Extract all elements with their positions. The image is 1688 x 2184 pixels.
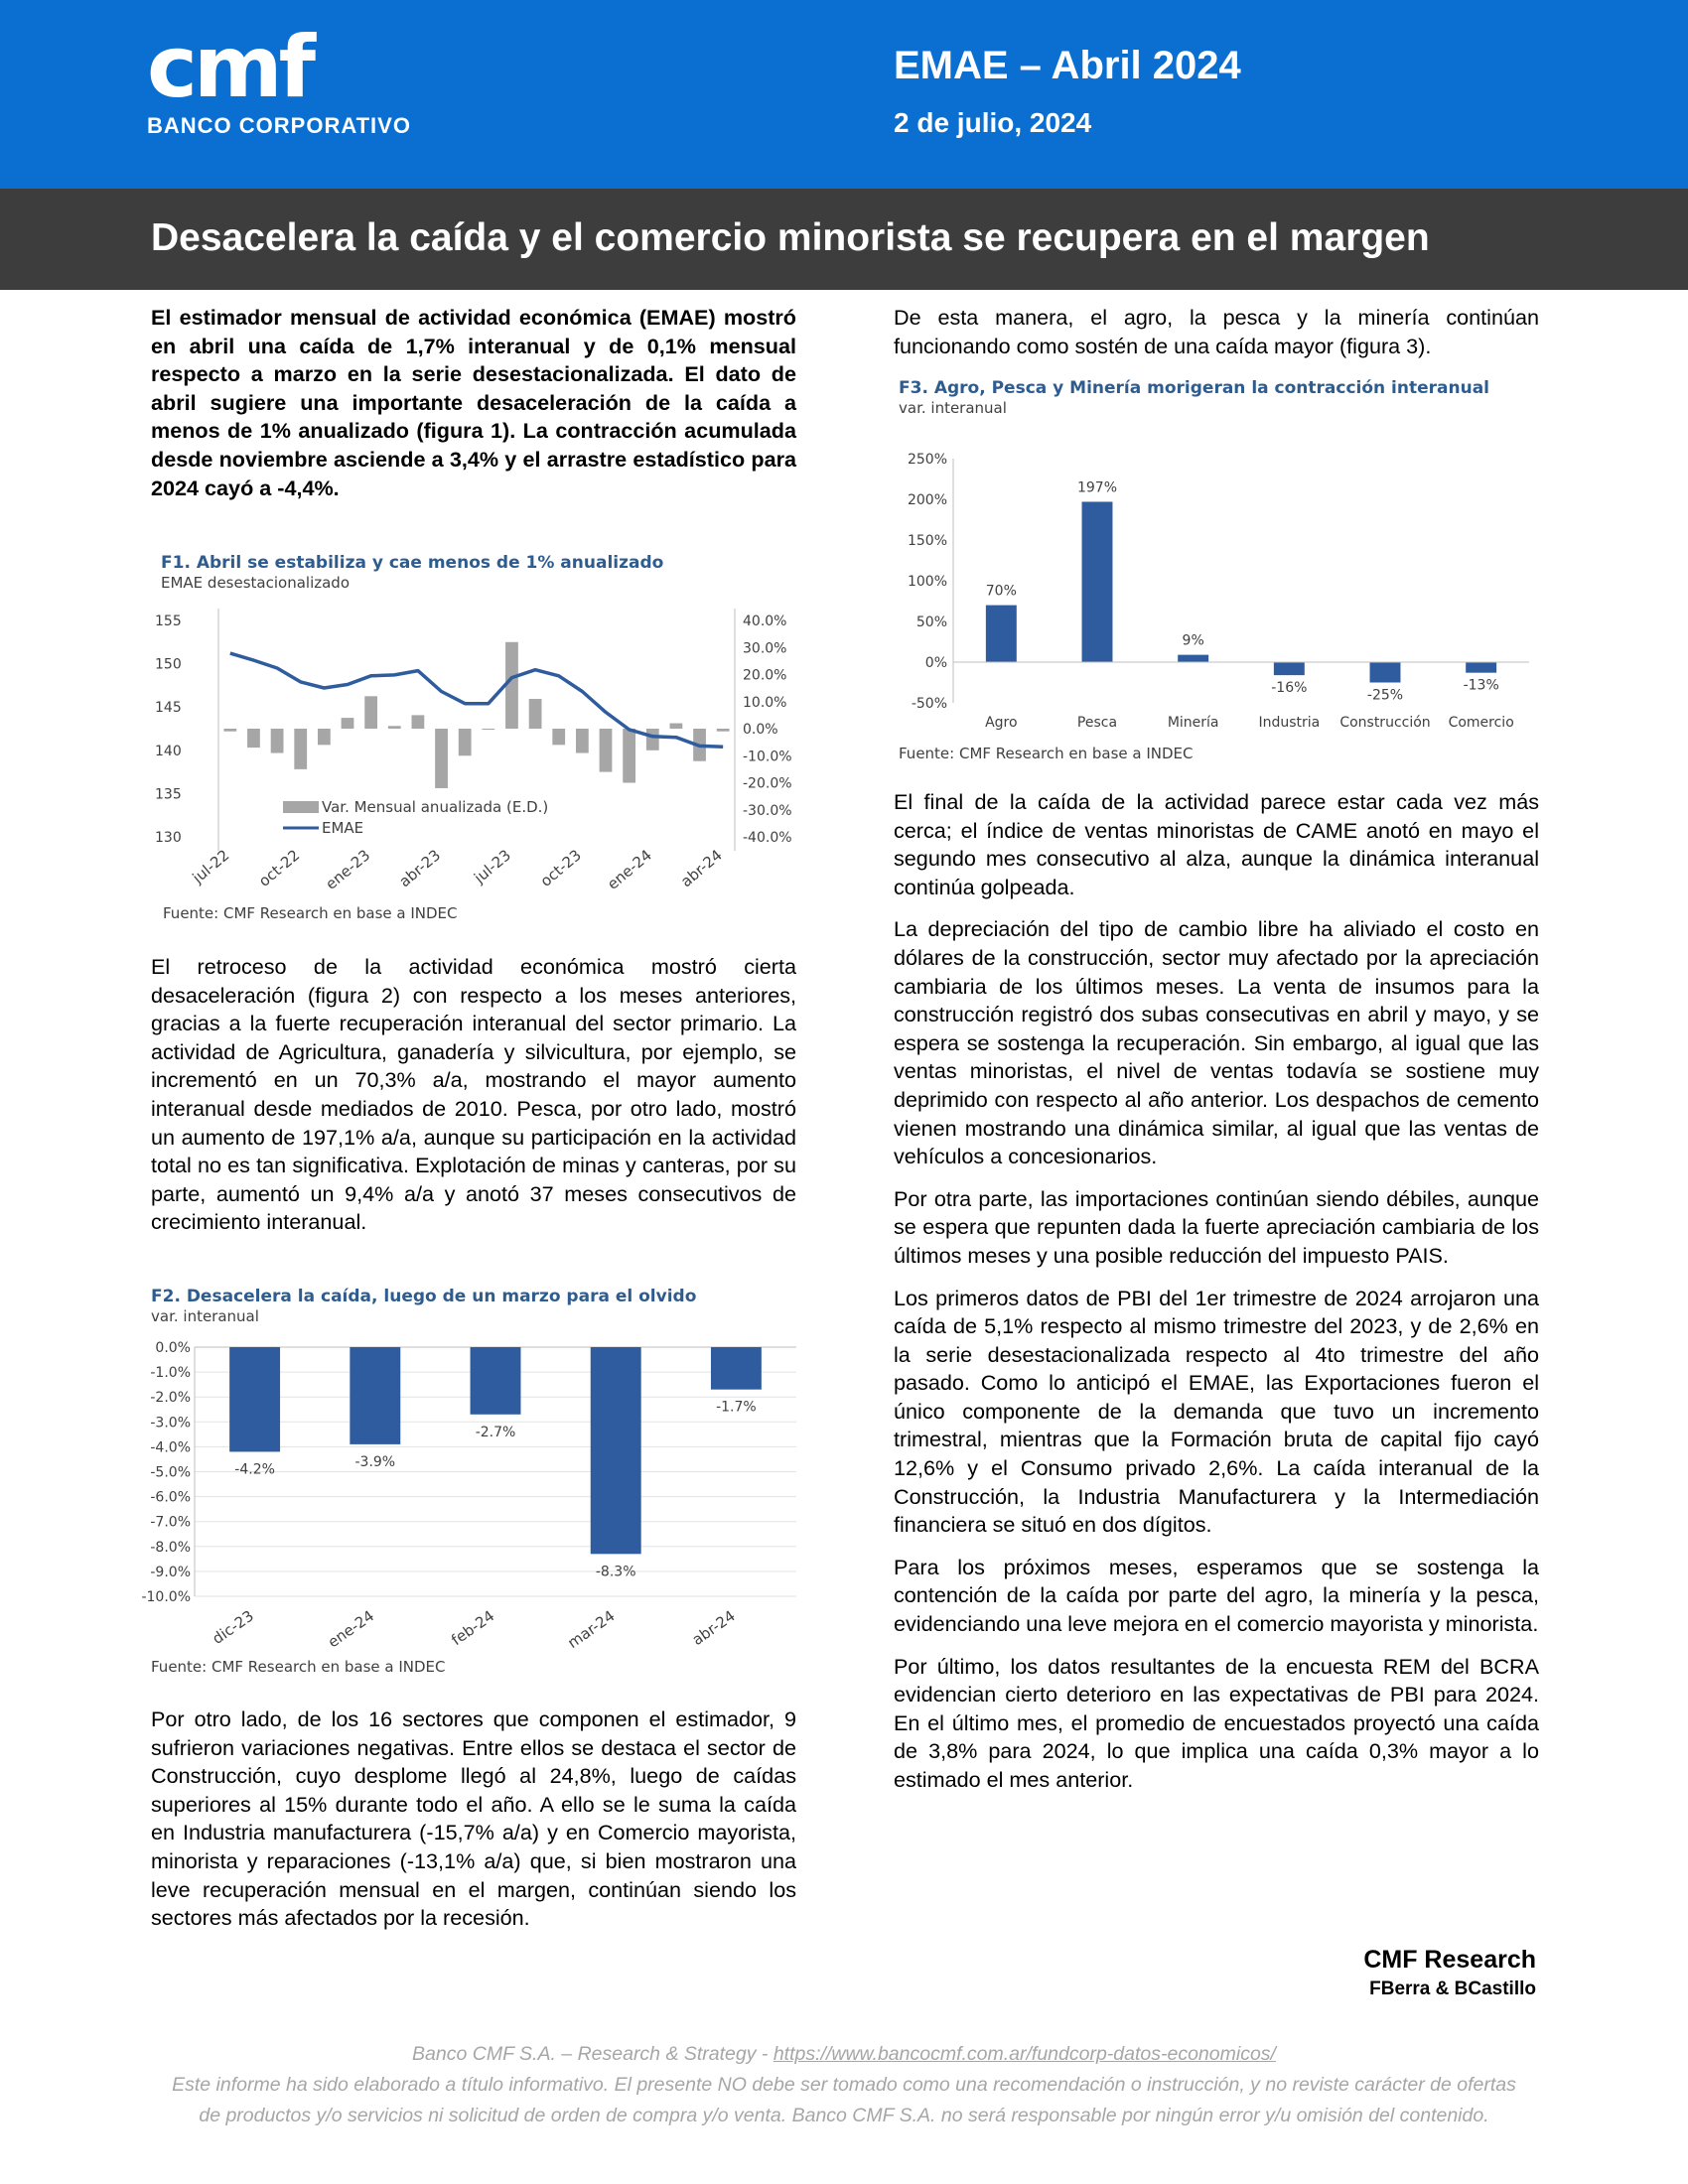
f2-bar xyxy=(350,1347,400,1444)
f3-y-tick: 150% xyxy=(907,533,947,549)
f1-bar xyxy=(342,718,354,729)
footer-disclaimer: Este informe ha sido elaborado a título informativo. El presente NO debe ser tomado como una recomendación o instrucción, y no reviste carácter de ofertas de productos y/o servicios ni solicitud de orden de compra y/o venta. Banco CMF S.A. no será responsable por ningún error y/u omisión del contenido. xyxy=(172,2074,1516,2126)
f1-bar xyxy=(294,729,307,769)
f3-bar xyxy=(1178,655,1208,662)
paragraph-came: El final de la caída de la actividad parece estar cada vez más cerca; el índice de ventas minoristas de CAME anotó en mayo el segundo mes consecutivo al alza, aunque la dinámica interanual continúa golpeada. xyxy=(894,789,1539,899)
f1-subtitle: EMAE desestacionalizado xyxy=(161,574,350,592)
f2-source: Fuente: CMF Research en base a INDEC xyxy=(151,1658,446,1676)
f1-right-tick: -30.0% xyxy=(743,802,792,819)
f2-bar xyxy=(471,1347,521,1415)
f2-x-tick: dic-23 xyxy=(209,1606,257,1648)
f1-legend xyxy=(283,798,548,837)
left-column-top xyxy=(151,304,796,516)
f2-x-tick: mar-24 xyxy=(564,1606,619,1652)
figure-2 xyxy=(139,1273,814,1690)
f3-x-tick: Agro xyxy=(985,715,1018,731)
f1-left-tick: 135 xyxy=(155,786,182,803)
right-column-body xyxy=(894,788,1539,1809)
f1-bar xyxy=(576,729,589,753)
f1-right-tick: 30.0% xyxy=(743,640,787,657)
f2-y-tick: -7.0% xyxy=(150,1514,191,1531)
paragraph-pbi: Los primeros datos de PBI del 1er trimestre de 2024 arrojaron una caída de 5,1% respecto al mismo trimestre del 2023, y de 2,6% en la serie desestacionalizada respecto al 4to trimestre del año pasado. Como lo anticipó el EMAE, las Exportaciones fueron el único componente de la demanda que tuvo un incremento trimestral, mientras que la Formación bruta de capital fijo cayó 12,6% y el Consumo privado 2,6%. La caída interanual de la Construcción, la Industria Manufacturera y la Intermediación financiera se situó en dos dígitos. xyxy=(894,1285,1539,1538)
f1-x-tick: oct-23 xyxy=(536,846,585,890)
signature-authors: FBerra & BCastillo xyxy=(1369,1979,1536,1999)
f3-bar-label: 197% xyxy=(1076,479,1118,496)
figure-1-chart xyxy=(151,541,806,938)
f2-y-tick: 0.0% xyxy=(155,1340,191,1356)
logo-subtitle: BANCO CORPORATIVO xyxy=(147,113,411,138)
f1-source: Fuente: CMF Research en base a INDEC xyxy=(163,904,458,922)
paragraph-sector-primario: El retroceso de la actividad económica mostró cierta desaceleración (figura 2) con respecto a los meses anteriores, gracias a la fuerte recuperación interanual del sector primario. La actividad de Agricultura, ganadería y silvicultura, por ejemplo, se incrementó en un 70,3% a/a, mostrando el mayor aumento interanual desde mediados de 2010. Pesca, por otro lado, mostró un aumento de 197,1% a/a, aunque su participación en la actividad total no es tan significativa. Explotación de minas y canteras, por su parte, aumentó un 9,4% a/a y anotó 37 meses consecutivos de crecimiento interanual. xyxy=(151,954,796,1235)
figure-3-chart xyxy=(889,369,1544,766)
f1-bar xyxy=(600,729,613,772)
paragraph-construccion: La depreciación del tipo de cambio libre ha aliviado el costo en dólares de la construcción, sector muy afectado por la apreciación cambiaria de los últimos meses. La venta de insumos para la construcción registró dos subas consecutivas en abril y mayo, y se espera se sostenga la recuperación. Sin embargo, al igual que las ventas minoristas, el nivel de ventas todavía se sostiene muy deprimido con respecto al año anterior. Los despachos de cemento vienen mostrando una dinámica similar, al igual que las ventas de vehículos a concesionarios. xyxy=(894,916,1539,1169)
f3-bar-label: 70% xyxy=(985,583,1017,600)
f1-bar xyxy=(552,729,565,745)
paragraph-rem: Por último, los datos resultantes de la encuesta REM del BCRA evidencian cierto deterioro en las expectativas de PBI para 2024. En el último mes, el promedio de encuestados proyectó una caída de 3,8% para 2024, lo que implica una caída 0,3% mayor a lo estimado el mes anterior. xyxy=(894,1653,1539,1792)
f1-bar xyxy=(459,729,472,755)
f1-bar xyxy=(318,729,331,745)
f2-title: F2. Desacelera la caída, luego de un marzo para el olvido xyxy=(151,1287,697,1306)
f2-bar xyxy=(591,1347,641,1554)
f1-bar xyxy=(364,696,377,729)
f1-x-tick: ene-24 xyxy=(604,846,655,893)
f3-y-tick: 100% xyxy=(907,574,947,590)
f3-subtitle: var. interanual xyxy=(899,399,1007,417)
f3-bar-label: 9% xyxy=(1182,632,1204,649)
intro-paragraph: El estimador mensual de actividad económica (EMAE) mostró en abril una caída de 1,7% interanual y de 0,1% mensual respecto a marzo en la serie desestacionalizada. El dato de abril sugiere una importante desaceleración de la caída a menos de 1% anualizado (figura 1). La contracción acumulada desde noviembre asciende a 3,4% y el arrastre estadístico para 2024 cayó a -4,4%. xyxy=(151,305,796,500)
f1-x-tick: abr-23 xyxy=(395,846,445,891)
f2-x-tick: ene-24 xyxy=(324,1606,378,1652)
f2-y-tick: -8.0% xyxy=(150,1539,191,1556)
f3-x-tick: Comercio xyxy=(1448,715,1514,731)
headline-bar xyxy=(0,189,1688,290)
footer-link[interactable]: https://www.bancocmf.com.ar/fundcorp-datos-economicos/ xyxy=(773,2043,1276,2065)
cmf-logo xyxy=(147,18,411,139)
headline: Desacelera la caída y el comercio minorista se recupera en el margen xyxy=(151,216,1430,259)
f3-x-tick: Construcción xyxy=(1339,715,1431,731)
f2-bar-label: -8.3% xyxy=(595,1564,636,1580)
report-date: 2 de julio, 2024 xyxy=(894,107,1092,138)
f1-right-tick: -10.0% xyxy=(743,749,792,765)
signature xyxy=(1363,1946,1536,2000)
f3-bar xyxy=(986,606,1017,662)
f2-y-tick: -9.0% xyxy=(150,1564,191,1580)
f1-left-tick: 150 xyxy=(155,656,182,673)
f3-title: F3. Agro, Pesca y Minería morigeran la contracción interanual xyxy=(899,378,1489,398)
right-column-top xyxy=(894,304,1539,374)
f2-x-tick: abr-24 xyxy=(688,1606,739,1650)
f1-x-tick: abr-24 xyxy=(677,846,726,891)
f1-bar xyxy=(505,642,518,729)
f2-y-tick: -1.0% xyxy=(150,1365,191,1382)
paragraph-importaciones: Por otra parte, las importaciones continúan siendo débiles, aunque se espera que repunten dada la fuerte apreciación cambiaria de los últimos meses y una posible reducción del impuesto PAIS. xyxy=(894,1185,1539,1268)
logo-wordmark: cmf xyxy=(147,18,313,117)
f1-bar xyxy=(670,724,683,729)
f1-legend-line-label: EMAE xyxy=(322,819,364,837)
signature-name: CMF Research xyxy=(1363,1946,1536,1974)
f3-y-tick: 250% xyxy=(907,452,947,468)
f1-x-tick: jul-22 xyxy=(189,846,233,887)
f1-right-tick: 0.0% xyxy=(743,722,778,738)
f1-bar xyxy=(623,729,635,783)
footer-prefix: Banco CMF S.A. – Research & Strategy - xyxy=(412,2043,774,2065)
f1-x-tick: ene-23 xyxy=(322,846,374,893)
f1-x-tick: jul-23 xyxy=(471,846,515,887)
f3-x-tick: Minería xyxy=(1167,715,1219,731)
f3-y-tick: 0% xyxy=(924,655,947,671)
f1-bar xyxy=(412,715,425,729)
f1-right-tick: -40.0% xyxy=(743,830,792,846)
f1-bar xyxy=(529,699,542,729)
f2-y-tick: -5.0% xyxy=(150,1464,191,1481)
paragraph-sectores-negativos: Por otro lado, de los 16 sectores que componen el estimador, 9 sufrieron variaciones negativas. Entre ellos se destaca el sector de Construcción, cuyo desplome llegó al 24,8%, luego de caídas superiores al 15% durante todo el año. A ello se le suma la caída en Industria manufacturera (-15,7% a/a) y en Comercio mayorista, minorista y reparaciones (-13,1% a/a) que, si bien mostraron una leve recuperación mensual en el margen, continúan siendo los sectores más afectados por la recesión. xyxy=(151,1706,796,1931)
f1-title: F1. Abril se estabiliza y cae menos de 1% anualizado xyxy=(161,553,664,573)
f1-right-tick: 40.0% xyxy=(743,614,787,629)
f2-y-tick: -2.0% xyxy=(150,1390,191,1407)
left-column-mid xyxy=(151,953,796,1251)
f1-x-tick: oct-22 xyxy=(255,846,304,890)
f2-bar-label: -1.7% xyxy=(716,1399,757,1416)
f1-bar xyxy=(482,729,494,730)
f3-bar xyxy=(1274,662,1305,675)
footer-line-1 xyxy=(169,2039,1519,2070)
f1-legend-bar-label: Var. Mensual anualizada (E.D.) xyxy=(322,798,549,816)
f3-bar-label: -13% xyxy=(1463,677,1499,694)
f2-y-tick: -10.0% xyxy=(141,1589,191,1605)
f1-legend-bar-swatch xyxy=(283,801,319,813)
f1-bar xyxy=(435,729,448,788)
f1-bar xyxy=(717,729,730,732)
f2-x-tick: feb-24 xyxy=(448,1606,498,1650)
f1-left-tick: 155 xyxy=(155,614,182,629)
f1-bar xyxy=(247,729,260,748)
f3-bar-label: -16% xyxy=(1271,680,1308,697)
f2-bar-label: -3.9% xyxy=(354,1453,396,1470)
f2-bar xyxy=(229,1347,280,1451)
f2-subtitle: var. interanual xyxy=(151,1307,259,1325)
f3-x-tick: Industria xyxy=(1258,715,1321,731)
f1-left-tick: 140 xyxy=(155,743,182,759)
f1-bar xyxy=(646,729,659,751)
f2-bar-label: -2.7% xyxy=(475,1424,516,1440)
figure-3 xyxy=(889,369,1544,766)
f3-source: Fuente: CMF Research en base a INDEC xyxy=(899,745,1194,762)
footer xyxy=(169,2039,1519,2131)
figure-1 xyxy=(151,541,806,938)
paragraph-proximos-meses: Para los próximos meses, esperamos que se sostenga la contención de la caída por parte del agro, la minería y la pesca, evidenciando una leve mejora en el comercio mayorista y minorista. xyxy=(894,1554,1539,1637)
f2-bar xyxy=(711,1347,762,1390)
f1-left-tick: 145 xyxy=(155,700,182,717)
f3-y-tick: -50% xyxy=(911,696,947,712)
f3-y-tick: 50% xyxy=(915,614,947,630)
f1-bar xyxy=(388,726,401,729)
figure-2-chart xyxy=(139,1273,814,1690)
f3-bar-label: -25% xyxy=(1366,687,1404,704)
f2-y-tick: -4.0% xyxy=(150,1439,191,1456)
f3-bar xyxy=(1466,662,1496,673)
f2-y-tick: -6.0% xyxy=(150,1489,191,1506)
f1-left-tick: 130 xyxy=(155,830,182,846)
f3-bar xyxy=(1082,501,1113,662)
f3-bar xyxy=(1370,662,1401,683)
f1-bar xyxy=(271,729,284,753)
f1-bar xyxy=(223,729,236,732)
f1-right-tick: -20.0% xyxy=(743,775,792,792)
left-column-bottom xyxy=(151,1706,796,1947)
header-bar xyxy=(0,0,1688,189)
f1-right-tick: 20.0% xyxy=(743,667,787,684)
report-title: EMAE – Abril 2024 xyxy=(894,44,1241,87)
f1-right-tick: 10.0% xyxy=(743,694,787,711)
f2-y-tick: -3.0% xyxy=(150,1415,191,1432)
f2-bar-label: -4.2% xyxy=(234,1461,275,1478)
f3-x-tick: Pesca xyxy=(1076,715,1118,731)
paragraph-sosten: De esta manera, el agro, la pesca y la minería continúan funcionando como sostén de una caída mayor (figura 3). xyxy=(894,305,1539,358)
f3-y-tick: 200% xyxy=(907,492,947,508)
